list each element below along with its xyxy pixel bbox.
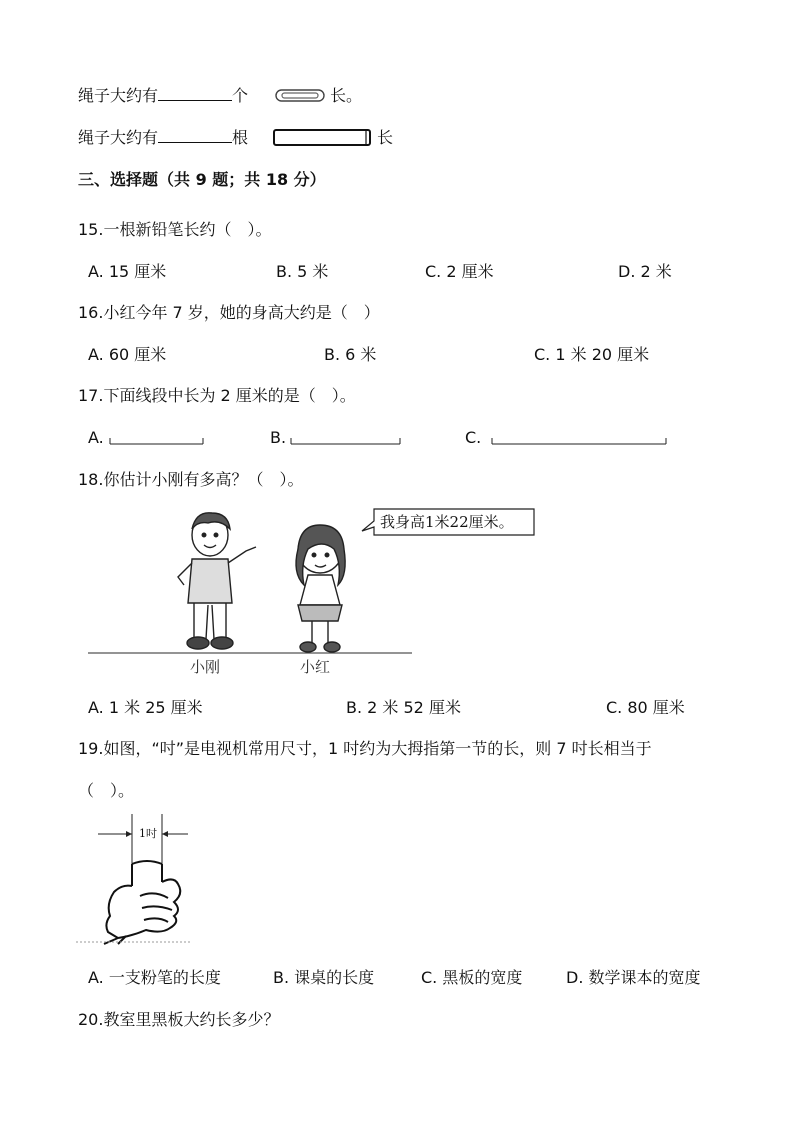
- segment-c: [490, 433, 670, 447]
- speech-text: 我身高1米22厘米。: [380, 513, 514, 531]
- option-c[interactable]: C.: [465, 428, 482, 447]
- section-title: 三、选择题（共 9 题；共 18 分）: [78, 170, 326, 189]
- option-a[interactable]: A. 60 厘米: [88, 345, 167, 364]
- option-b[interactable]: B.: [270, 428, 287, 447]
- question-18-stem: 18.你估计小刚有多高？（ ）。: [78, 470, 304, 489]
- option-c[interactable]: C. 80 厘米: [606, 698, 685, 717]
- boy-figure: [178, 513, 256, 649]
- option-a[interactable]: A. 1 米 25 厘米: [88, 698, 203, 717]
- option-c[interactable]: C. 黑板的宽度: [421, 968, 523, 987]
- fill-line-paperclip: [78, 88, 248, 104]
- option-b[interactable]: B. 5 米: [276, 262, 329, 281]
- option-b[interactable]: B. 6 米: [324, 345, 377, 364]
- fill-prefix: 绳子大约有: [78, 128, 159, 147]
- segment-b: [289, 433, 403, 447]
- boy-name: 小刚: [190, 658, 221, 676]
- fill-unit: 根: [232, 128, 249, 147]
- question-19-stem: 19.如图，“吋”是电视机常用尺寸，1 吋约为大拇指第一节的长，则 7 吋长相当于: [78, 739, 652, 758]
- figure-label: 1吋: [139, 827, 157, 840]
- thumb-figure: [74, 812, 194, 946]
- option-a[interactable]: A. 15 厘米: [88, 262, 167, 281]
- hand-icon: [104, 861, 180, 944]
- fill-line-stick: [78, 130, 248, 146]
- option-a[interactable]: A. 一支粉笔的长度: [88, 968, 221, 987]
- fill-unit: 个: [232, 86, 249, 105]
- question-17-stem: 17.下面线段中长为 2 厘米的是（ ）。: [78, 386, 356, 405]
- paperclip-icon: [274, 88, 326, 104]
- height-illustration: [86, 505, 536, 683]
- option-d[interactable]: D. 数学课本的宽度: [566, 968, 701, 987]
- option-a[interactable]: A.: [88, 428, 104, 447]
- question-16-stem: 16.小红今年 7 岁，她的身高大约是（ ）: [78, 303, 380, 322]
- option-c[interactable]: C. 1 米 20 厘米: [534, 345, 650, 364]
- question-20-stem: 20.教室里黑板大约长多少？: [78, 1010, 280, 1029]
- option-b[interactable]: B. 2 米 52 厘米: [346, 698, 461, 717]
- answer-blank[interactable]: [158, 100, 232, 101]
- option-c[interactable]: C. 2 厘米: [425, 262, 494, 281]
- question-15-stem: 15.一根新铅笔长约（ ）。: [78, 220, 272, 239]
- girl-name: 小红: [300, 658, 331, 676]
- stick-icon: [272, 128, 374, 148]
- answer-blank[interactable]: [158, 142, 232, 143]
- fill-suffix: 长。: [330, 86, 363, 105]
- option-b[interactable]: B. 课桌的长度: [273, 968, 375, 987]
- option-d[interactable]: D. 2 米: [618, 262, 672, 281]
- fill-suffix: 长: [377, 128, 394, 147]
- question-19-stem-cont: （ ）。: [78, 781, 135, 800]
- girl-figure: [296, 525, 345, 652]
- segment-a: [108, 433, 206, 447]
- fill-prefix: 绳子大约有: [78, 86, 159, 105]
